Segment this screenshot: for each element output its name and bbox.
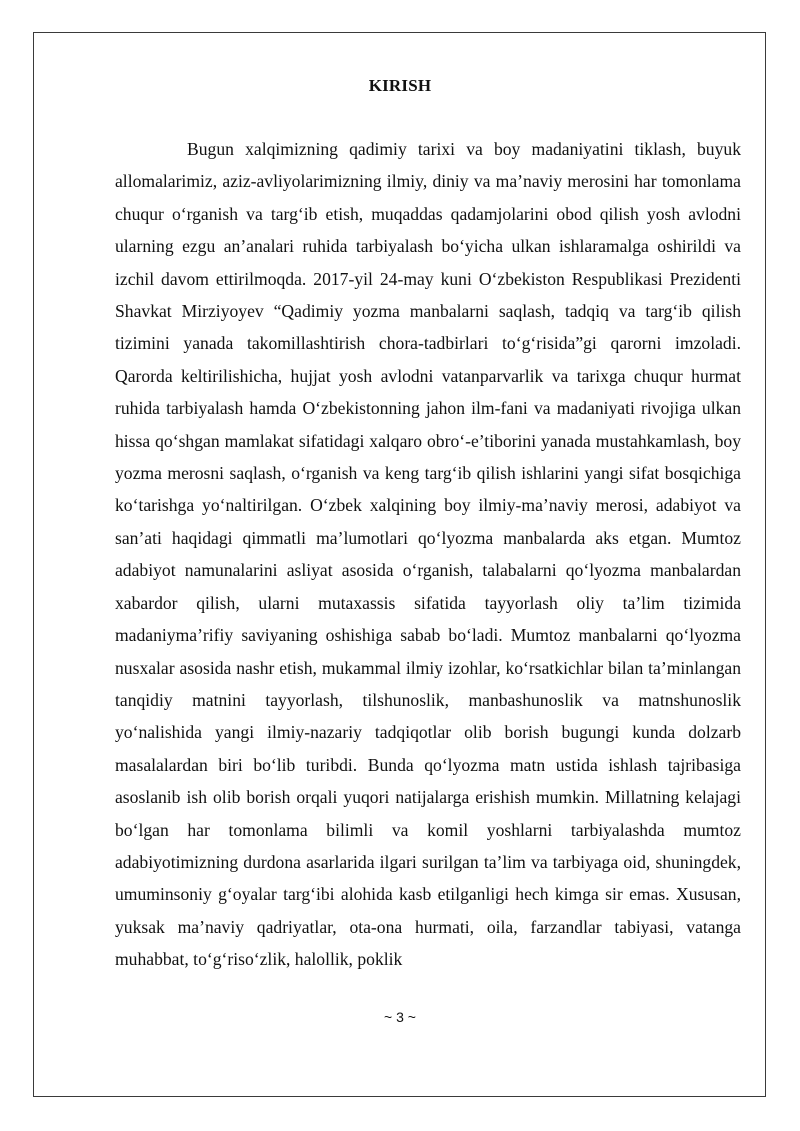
page-number: ~ 3 ~ — [384, 1009, 416, 1025]
section-heading: KIRISH — [368, 76, 432, 95]
body-paragraph: Bugun xalqimizning qadimiy tarixi va boy madaniyatini tiklash, buyuk allomalarimiz, aziz-avliyolarimizning ilmiy, diniy va ma’naviy merosini har tomonlama chuqur o‘rganish va targ‘ib etish, muqaddas qadamjolarini obod qilish yosh avlodni ularning ezgu an’analari ruhida tarbiyalash bo‘yicha ulkan ishlaramalga oshirildi va izchil davom ettirilmoqda. 2017-yil 24-may kuni O‘zbekiston Respublikasi Prezidenti Shavkat Mirziyoyev “Qadimiy yozma manbalarni saqlash, tadqiq va targ‘ib qilish tizimini yanada takomillashtirish chora-tadbirlari to‘g‘risida”gi qarorni imzoladi. Qarorda keltirilishicha, hujjat yosh avlodni vatanparvarlik va tarixga chuqur hurmat ruhida tarbiyalash hamda O‘zbekistonning jahon ilm-fani va madaniyati rivojiga ulkan hissa qo‘shgan mamlakat sifatidagi xalqaro obro‘-e’tiborini yanada mustahkamlash, boy yozma merosni saqlash, o‘rganish va keng targ‘ib qilish ishlarini yangi sifat bosqichiga ko‘tarishga yo‘naltirilgan. O‘zbek xalqining boy ilmiy-ma’naviy merosi, adabiyot va san’ati haqidagi qimmatli ma’lumotlari qo‘lyozma manbalarda aks etgan. Mumtoz adabiyot namunalarini asliyat asosida o‘rganish, talabalarni qo‘lyozma manbalardan xabardor qilish, ularni mutaxassis sifatida tayyorlash oliy ta’lim tizimida madaniyma’rifiy saviyaning oshishiga sabab bo‘ladi. Mumtoz manbalarni qo‘lyozma nusxalar asosida nashr etish, mukammal ilmiy izohlar, ko‘rsatkichlar bilan ta’minlangan tanqidiy matnini tayyorlash, tilshunoslik, manbashunoslik va matnshunoslik yo‘nalishida yangi ilmiy-nazariy tadqiqotlar olib borish bugungi kunda dolzarb masalalardan biri bo‘lib turibdi. Bunda qo‘lyozma matn ustida ishlash tajribasiga asoslanib ish olib borish orqali yuqori natijalarga erishish mumkin. Millatning kelajagi bo‘lgan har tomonlama bilimli va komil yoshlarni tarbiyalashda mumtoz adabiyotimizning durdona asarlarida ilgari surilgan ta’lim va tarbiyaga oid, shuningdek, umuminsoniy g‘oyalar targ‘ibi alohida kasb etilganligi hech kimga sir emas. Xususan, yuksak ma’naviy qadriyatlar, ota-ona hurmati, oila, farzandlar tabiyasi, vatanga muhabbat, to‘g‘riso‘zlik, halollik, poklik — [115, 139, 741, 970]
